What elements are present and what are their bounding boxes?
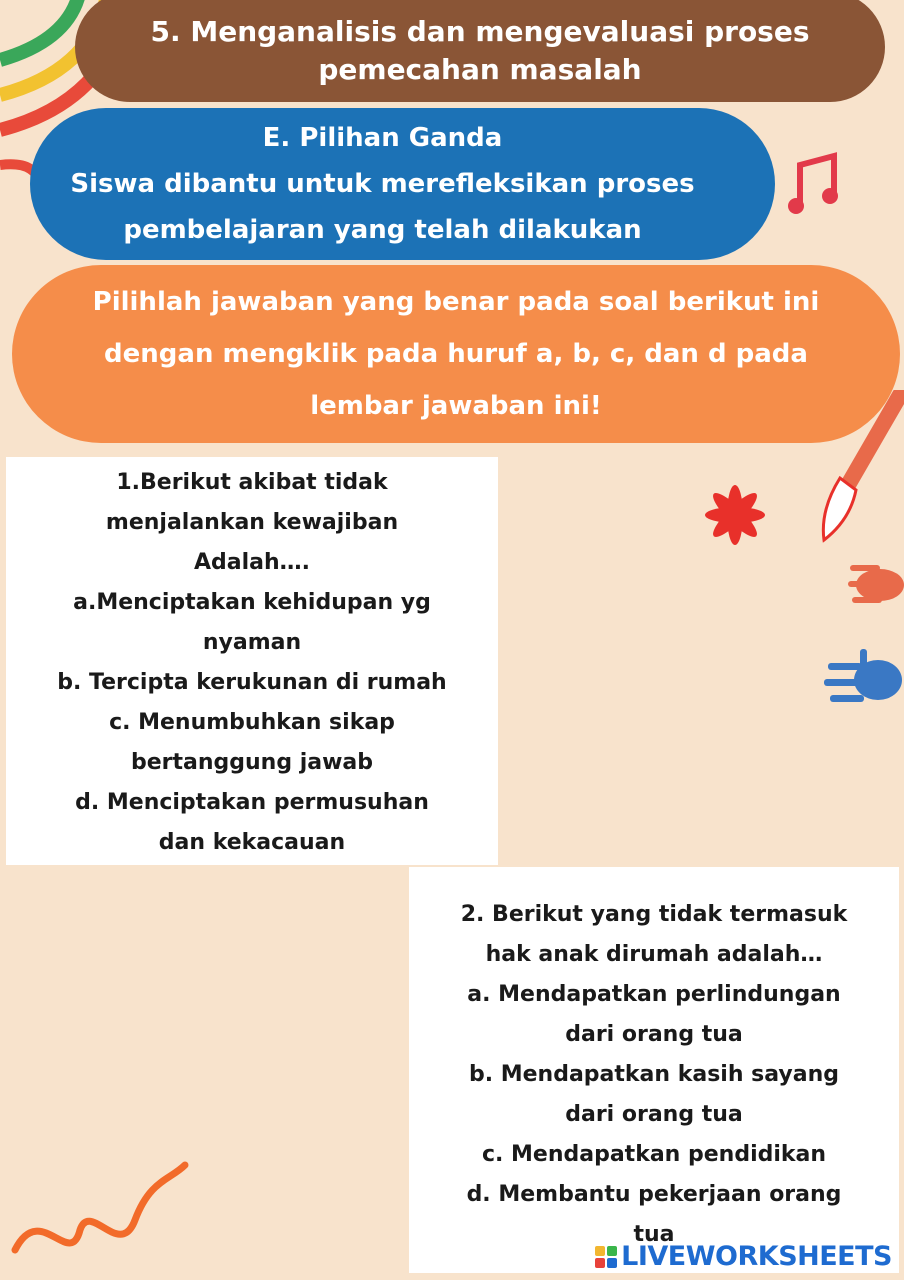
question-1-stem: Adalah…. — [193, 550, 311, 575]
question-1-stem: 1.Berikut akibat tidak — [116, 470, 388, 495]
handprint-icon — [820, 545, 904, 725]
watermark-text: LIVEWORKSHEETS — [621, 1241, 892, 1272]
instruction-line-1: Pilihlah jawaban yang benar pada soal berikut ini — [92, 287, 820, 317]
liveworksheets-logo-icon — [595, 1246, 617, 1268]
title-line-1: 5. Menganalisis dan mengevaluasi proses — [150, 15, 810, 48]
question-2-stem: 2. Berikut yang tidak termasuk — [460, 902, 848, 927]
section-line-3: pembelajaran yang telah dilakukan — [123, 215, 642, 245]
question-2-option-b[interactable]: dari orang tua — [565, 1102, 743, 1127]
section-line-2: Siswa dibantu untuk merefleksikan proses — [70, 169, 695, 199]
instruction-banner — [12, 265, 900, 443]
flower-icon — [690, 475, 780, 555]
instruction-line-3: lembar jawaban ini! — [310, 391, 602, 421]
question-2-option-d[interactable]: tua — [633, 1222, 675, 1247]
question-1-option-a[interactable]: a.Menciptakan kehidupan yg — [73, 590, 431, 615]
question-2-stem: hak anak dirumah adalah… — [485, 942, 823, 967]
section-line-1: E. Pilihan Ganda — [262, 123, 503, 153]
question-1-card — [6, 457, 498, 865]
question-2-option-c[interactable]: c. Mendapatkan pendidikan — [481, 1142, 827, 1167]
question-1-option-b[interactable]: b. Tercipta kerukunan di rumah — [57, 670, 447, 695]
question-1-option-c[interactable]: c. Menumbuhkan sikap — [109, 710, 395, 735]
question-1-option-c[interactable]: bertanggung jawab — [130, 750, 374, 775]
title-line-2: pemecahan masalah — [318, 53, 642, 86]
instruction-line-2: dengan mengklik pada huruf a, b, c, dan d pada — [104, 339, 808, 369]
question-1-stem: menjalankan kewajiban — [105, 510, 399, 535]
question-1-option-a[interactable]: nyaman — [202, 630, 302, 655]
question-2-option-a[interactable]: dari orang tua — [565, 1022, 743, 1047]
question-1-option-d[interactable]: dan kekacauan — [158, 830, 346, 855]
question-2-card — [409, 867, 899, 1273]
liveworksheets-watermark — [595, 1241, 892, 1272]
section-heading — [30, 108, 775, 260]
page-title — [75, 0, 885, 102]
question-1-option-d[interactable]: d. Menciptakan permusuhan — [75, 790, 429, 815]
question-2-option-d[interactable]: d. Membantu pekerjaan orang — [466, 1182, 842, 1207]
squiggle-icon — [10, 1160, 190, 1280]
music-note-icon — [788, 150, 848, 220]
question-2-option-b[interactable]: b. Mendapatkan kasih sayang — [468, 1062, 840, 1087]
question-2-option-a[interactable]: a. Mendapatkan perlindungan — [467, 982, 841, 1007]
